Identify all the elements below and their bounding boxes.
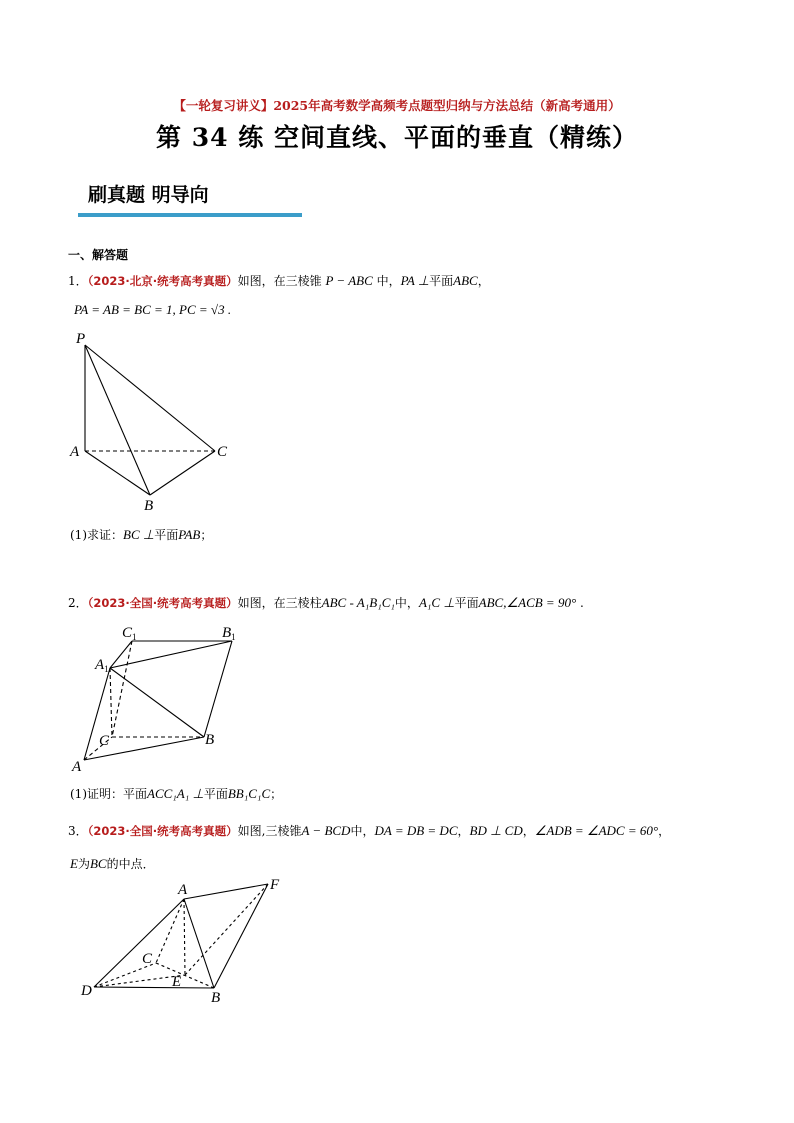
label-C: C [142,951,153,967]
edge-B1B [204,641,232,737]
question-2-stem [68,594,584,611]
label-C: C [217,444,228,460]
label-B: B [144,498,154,514]
section-underline [78,213,302,217]
label-B1: $B_1$ [222,625,236,642]
stem-math: BD ⊥ CD [469,823,523,838]
stem-text: 如图,三棱锥 [237,824,302,838]
page-title: 第 34 练 空间直线、平面的垂直（精练） [156,123,638,152]
question-number: 3． [68,824,88,838]
part-label: 一、解答题 [68,248,129,262]
part-math: ⊥ [189,786,204,801]
label-A: A [70,444,80,460]
edge-AC-hidden [156,899,184,963]
edge-C1C-hidden [112,641,132,737]
question-number: 2． [68,596,88,610]
question-number: 1． [68,274,88,288]
part-math: PAB [178,527,201,542]
stem-text: 中， [394,596,419,610]
edge-EF-hidden [185,884,268,975]
edge-AE-hidden [184,899,185,975]
stem-math: E [70,856,78,871]
label-F: F [270,877,280,893]
stem-text: ， [522,824,535,838]
section-heading: 刷真题 明导向 [88,184,209,206]
part-text: (1)求证： [70,528,123,542]
stem-text: 平面 [454,596,479,610]
stem-text: 平面 [429,274,454,288]
part-math: BB₁C₁C [227,786,271,801]
figure-prism-abc-a1b1c1 [62,620,262,780]
edge-AB [184,899,214,988]
question-source: （2023·北京·统考高考真题） [87,274,238,288]
series-title: 【一轮复习讲义】2025年高考数学高频考点题型归纳与方法总结（新高考通用） [173,98,621,113]
edge-AF [184,884,268,899]
part-text: 平面 [203,787,228,801]
stem-text: ， [477,274,490,288]
stem-text: 为 [77,857,90,871]
label-P: P [76,331,86,347]
part-text: ； [270,787,283,801]
stem-math: ABC - A₁B₁C₁ [321,595,395,610]
stem-math: DA = DB = DC [374,823,458,838]
figure-tetrahedron-pabc [60,325,240,515]
stem-math: P − ABC [325,273,373,288]
label-C1: $C_1$ [122,625,137,642]
question-source: （2023·全国·统考高考真题） [87,596,238,610]
stem-text: ， [457,824,470,838]
label-A1: $A_1$ [95,657,109,674]
label-A: A [72,759,82,775]
label-B: B [205,732,215,748]
edge-FB [214,884,268,988]
question-3-line-2 [70,855,155,872]
edge-PC [85,345,215,451]
question-3-stem [68,822,670,839]
label-E: E [172,974,182,990]
stem-text: 中， [372,274,401,288]
stem-text: . [576,596,584,610]
edge-BC [150,451,215,495]
question-2-part-1 [70,785,282,802]
stem-math: A − BCD [301,823,351,838]
stem-text: 如图，在三棱柱 [237,596,322,610]
stem-text: 的中点． [106,857,155,871]
label-D: D [81,983,92,999]
stem-text: 中， [350,824,375,838]
question-1-part-1 [70,526,212,543]
figure-tetrahedron-abcd-f [72,872,302,1007]
stem-math: PA ⊥ [400,273,430,288]
part-math: BC ⊥ [123,527,155,542]
stem-math: ∠ADB = ∠ADC = 60° [534,823,659,838]
stem-math: BC [89,856,107,871]
part-text: ； [200,528,213,542]
stem-math: ABC [453,273,478,288]
edge-AD [94,899,184,987]
stem-text: ， [658,824,671,838]
edge-DB [94,987,214,988]
stem-math: A₁C ⊥ [418,595,455,610]
part-text: 平面 [154,528,179,542]
question-1-conditions: PA = AB = BC = 1, PC = √3 . [74,302,232,317]
label-C: C [99,733,110,749]
part-math: ACC₁A₁ [147,786,190,801]
stem-text: 如图，在三棱锥 [237,274,326,288]
label-B: B [211,990,221,1006]
label-A: A [178,882,188,898]
question-1-stem [68,272,490,289]
part-text: (1)证明：平面 [70,787,147,801]
edge-A1C-hidden [110,668,112,737]
stem-math: ABC,∠ACB = 90° [478,595,577,610]
question-source: （2023·全国·统考高考真题） [87,824,238,838]
